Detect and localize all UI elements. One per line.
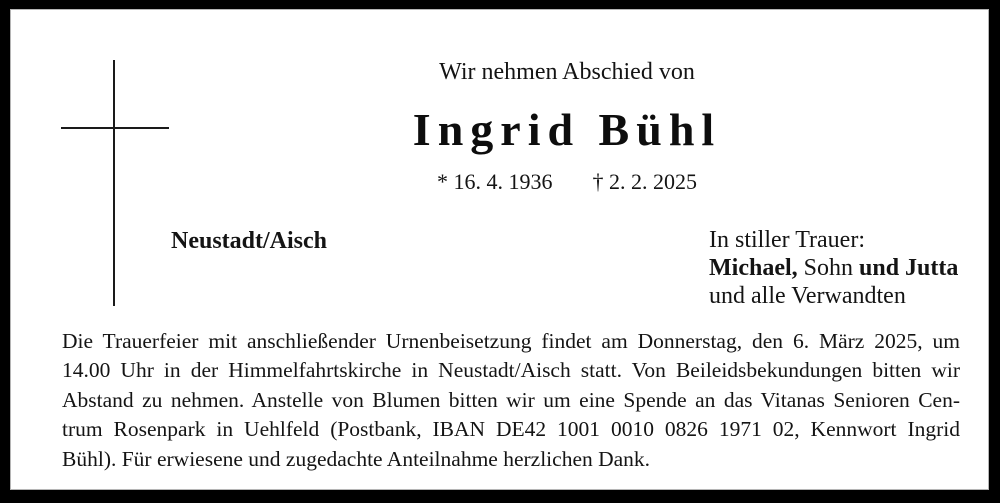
place-name: Neustadt/Aisch [171,228,328,254]
obituary-card [10,9,989,490]
body-line: Abstand zu nehmen. Anstelle von Blumen bitten wir um eine Spende an das Vitanas Senioren Cen- [62,387,960,412]
birth-date: * 16. 4. 1936 [437,169,553,194]
cross-icon [61,60,169,306]
mourner-name-bold-2: und Jutta [859,255,959,281]
funeral-details [62,327,960,474]
deceased-name: Ingrid Bühl [412,104,722,155]
cross-vertical-bar [113,60,115,306]
body-line: Bühl). Für erwiesene und zugedachte Anteilnahme herzlichen Dank. [62,446,651,471]
mourner-relation: Sohn [797,255,859,281]
intro-line: Wir nehmen Abschied von [439,59,695,85]
body-line: 14.00 Uhr in der Himmelfahrtskirche in Neustadt/Aisch statt. Von Beileidsbekundungen bitten wir [62,358,960,383]
body-line: trum Rosenpark in Uehlfeld (Postbank, IBAN DE42 1001 0010 0826 1971 02, Kennwort Ingrid [62,417,960,442]
mourners-relatives: und alle Verwandten [709,283,906,309]
mourners-names [709,254,958,282]
mourner-name-bold: Michael, [709,255,798,281]
mourners-heading: In stiller Trauer: [709,227,865,253]
death-date: † 2. 2. 2025 [592,169,697,194]
body-line: Die Trauerfeier mit anschließender Urnenbeisetzung findet am Donnerstag, den 6. März 2025, um [62,329,960,353]
cross-horizontal-bar [61,127,169,129]
mourners-block [709,226,958,310]
life-dates [171,169,963,195]
